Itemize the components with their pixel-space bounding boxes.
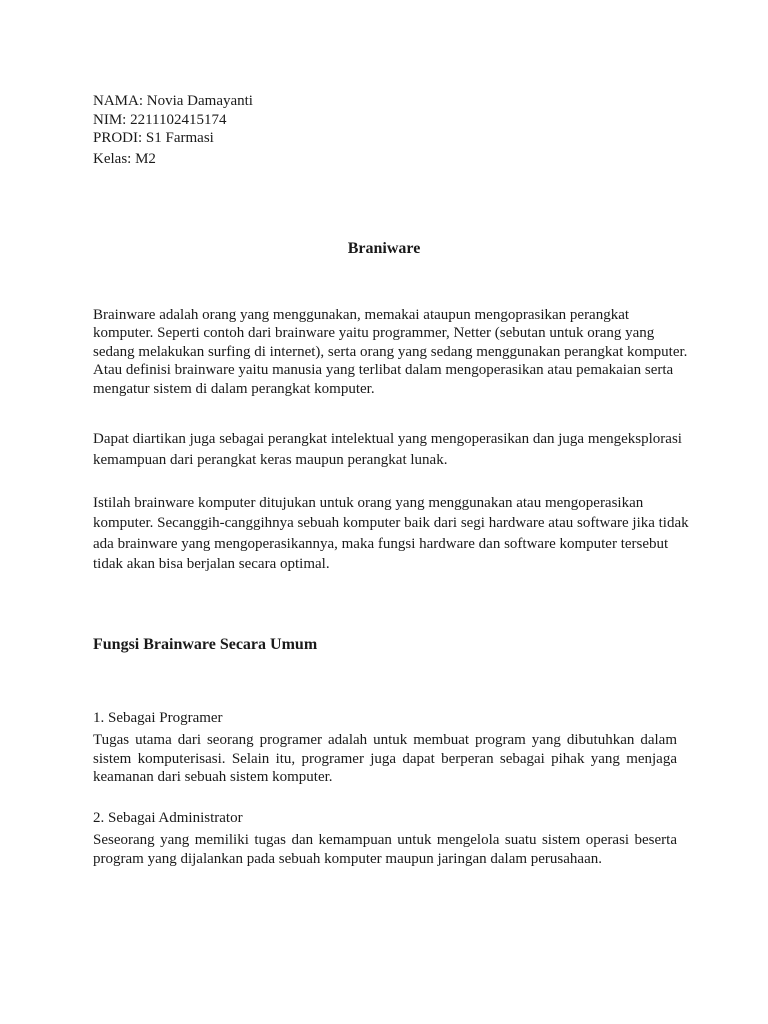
list-item-body: Tugas utama dari seorang programer adalah untuk membuat program yang dibutuhkan dalam sistem komputerisasi. Selain itu, programer juga dapat berperan sebagai pihak yang menjaga keamanan dari sebuah sistem komputer. (93, 732, 677, 785)
section-heading: Fungsi Brainware Secara Umum (93, 636, 318, 653)
paragraph-term: Istilah brainware komputer ditujukan untuk orang yang menggunakan atau mengoperasikan komputer. Secanggih-canggihnya sebuah komputer baik dari segi hardware atau software jika tidak ada brainware yang mengoperasikannya, maka fungsi hardware dan software komputer tersebut tidak akan bisa berjalan secara optimal. (93, 495, 689, 572)
student-prodi: PRODI: S1 Farmasi (93, 130, 214, 146)
student-class: Kelas: M2 (93, 150, 156, 167)
list-item-body: Seseorang yang memiliki tugas dan kemampuan untuk mengelola suatu sistem operasi beserta program yang dijalankan pada sebuah komputer maupun jaringan dalam perusahaan. (93, 832, 677, 867)
document-title: Braniware (347, 240, 421, 257)
paragraph-definition: Brainware adalah orang yang menggunakan, memakai ataupun mengoprasikan perangkat komputer. Seperti contoh dari brainware yaitu programmer, Netter (sebutan untuk orang yang sedang melakukan surfing di internet), serta orang yang sedang menggunakan perangkat komputer. Atau definisi brainware yaitu manusia yang terlibat dalam mengoperasikan atau pemakaian serta mengatur sistem di dalam perangkat komputer. (93, 307, 688, 397)
paragraph-meaning: Dapat diartikan juga sebagai perangkat intelektual yang mengoperasikan dan juga mengeksplorasi kemampuan dari perangkat keras maupun perangkat lunak. (93, 431, 682, 468)
list-item-heading: 2. Sebagai Administrator (93, 810, 243, 826)
student-identity-block (93, 92, 253, 168)
student-nim: NIM: 2211102415174 (93, 111, 227, 128)
student-name: NAMA: Novia Damayanti (93, 93, 253, 109)
list-item-heading: 1. Sebagai Programer (93, 710, 223, 726)
